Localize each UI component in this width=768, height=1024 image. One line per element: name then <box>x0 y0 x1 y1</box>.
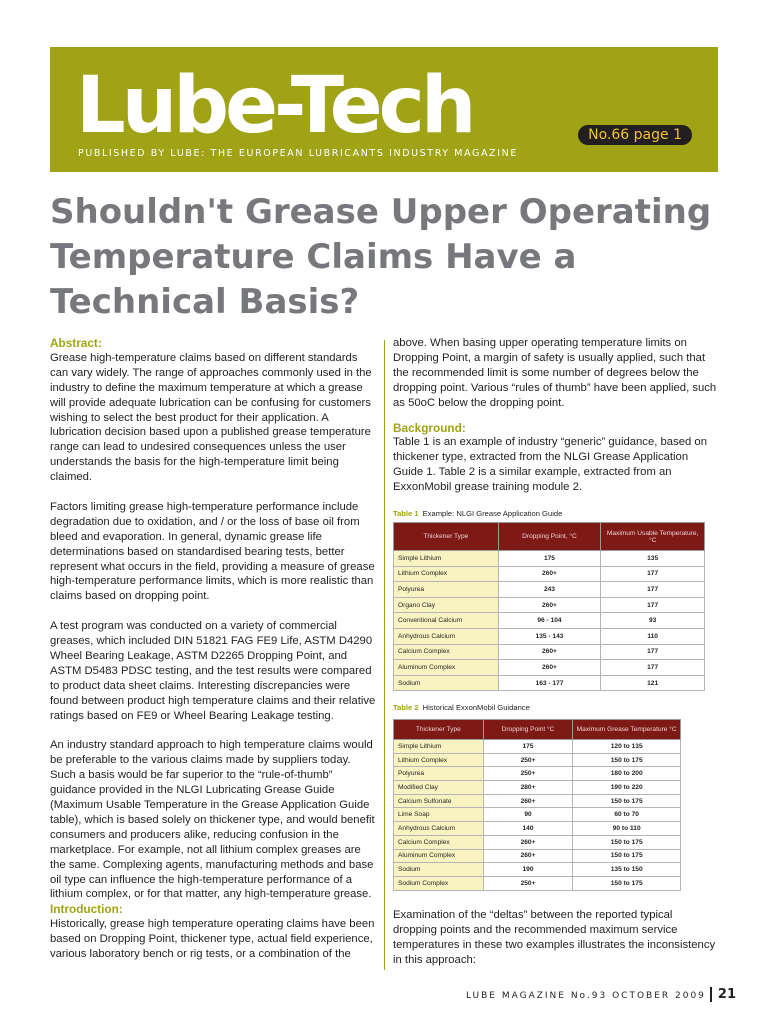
max-temperature-cell: 180 to 200 <box>573 767 681 781</box>
max-temperature-cell: 135 to 150 <box>573 863 681 877</box>
abstract-paragraph-3: A test program was conducted on a variety of commercial greases, which included DIN 51821 FAG FE9 Life, ASTM D4290 Wheel Bearing Leakage, ASTM D2265 Dropping Point, and ASTM D5483 PDSC testing, and the test results were compared to product data sheet claims. Interesting discrepancies were found between product high temperature claims and their relative ratings based on FE9 or Wheel Bearing Leakage testing. <box>50 620 376 722</box>
dropping-point-cell: 280+ <box>483 781 573 795</box>
max-temperature-cell: 150 to 175 <box>573 794 681 808</box>
column-divider <box>384 340 385 970</box>
table2-caption-text: Historical ExxonMobil Guidance <box>422 703 530 712</box>
table-row <box>394 822 681 836</box>
article-headline: Shouldn't Grease Upper Operating Temperature Claims Have a Technical Basis? <box>50 192 712 322</box>
max-temperature-cell: 60 to 70 <box>573 808 681 822</box>
abstract-paragraph-1: Grease high-temperature claims based on different standards can vary widely. The range of approaches commonly used in the industry to define the maximum temperature at which a grease will provide adequate lubrication can be confusing for customers wishing to select the best product for their application. A lubrication decision based upon a published grease temperature range can lead to undesired consequences unless the user understands the basis for the high-temperature limit being claimed. <box>50 351 372 484</box>
masthead <box>50 47 718 172</box>
table2 <box>393 719 681 891</box>
thickener-type-cell: Anhydrous Calcium <box>394 822 484 836</box>
max-temperature-cell: 93 <box>601 613 705 629</box>
thickener-type-cell: Calcium Complex <box>394 835 484 849</box>
thickener-type-cell: Calcium Sulfonate <box>394 794 484 808</box>
dropping-point-cell: 260+ <box>498 597 601 613</box>
dropping-point-cell: 90 <box>483 808 573 822</box>
table-row <box>394 551 705 567</box>
background-heading: Background: <box>393 420 466 435</box>
table2-caption <box>393 703 530 712</box>
thickener-type-cell: Sodium Complex <box>394 876 484 890</box>
background-paragraph: Table 1 is an example of industry “generic” guidance, based on thickener type, extracted from the NLGI Grease Application Guide 1. Table 2 is a similar example, extracted from an ExxonMobil grease training module 2. <box>393 436 707 494</box>
right-paragraph-1: above. When basing upper operating temperature limits on Dropping Point, a margin of safety is usually applied, such that the recommended limit is some number of degrees below the dropping point. Various “rules of thumb” have been applied, such as 50oC below the dropping point. <box>393 337 717 409</box>
table-row <box>394 753 681 767</box>
thickener-type-cell: Modified Clay <box>394 781 484 795</box>
thickener-type-cell: Polyurea <box>394 767 484 781</box>
max-temperature-cell: 177 <box>601 644 705 660</box>
dropping-point-cell: 260+ <box>498 566 601 582</box>
max-temperature-cell: 135 <box>601 551 705 567</box>
thickener-type-cell: Aluminum Complex <box>394 849 484 863</box>
table1-caption-text: Example: NLGI Grease Application Guide <box>422 509 563 518</box>
dropping-point-cell: 140 <box>483 822 573 836</box>
right-paragraph-examination: Examination of the “deltas” between the reported typical dropping points and the recommended maximum service temperatures in these two examples illustrates the inconsistency in this approach: <box>393 909 716 966</box>
table1-header-dropping-point: Dropping Point, °C <box>498 523 601 551</box>
dropping-point-cell: 243 <box>498 582 601 598</box>
max-temperature-cell: 177 <box>601 597 705 613</box>
table2-header-dropping-point: Dropping Point °C <box>483 720 573 740</box>
table-row <box>394 597 705 613</box>
table-row <box>394 863 681 877</box>
table2-header-max-temp: Maximum Grease Temperature °C <box>573 720 681 740</box>
dropping-point-cell: 96 - 104 <box>498 613 601 629</box>
dropping-point-cell: 163 - 177 <box>498 675 601 691</box>
introduction-heading: Introduction: <box>50 902 123 917</box>
right-column <box>393 336 718 495</box>
left-column <box>50 336 376 962</box>
dropping-point-cell: 250+ <box>483 876 573 890</box>
max-temperature-cell: 190 to 220 <box>573 781 681 795</box>
table-row <box>394 582 705 598</box>
table-row <box>394 781 681 795</box>
max-temperature-cell: 120 to 135 <box>573 740 681 754</box>
thickener-type-cell: Lime Soap <box>394 808 484 822</box>
introduction-paragraph: Historically, grease high temperature operating claims have been based on Dropping Point, thickener type, actual field experience, various laboratory bench or rig tests, or a combination of the <box>50 918 375 961</box>
abstract-paragraph-2: Factors limiting grease high-temperature performance include degradation due to oxidation, and / or the loss of base oil from bleed and evaporation. In general, dynamic grease life determinations based on standardised bearing tests, better represent what occurs in the field, providing a measure of grease high-temperature performance limits, which is more realistic than claims based on dropping point. <box>50 500 375 603</box>
max-temperature-cell: 110 <box>601 628 705 644</box>
dropping-point-cell: 260+ <box>483 794 573 808</box>
table1-caption <box>393 509 562 518</box>
thickener-type-cell: Simple Lithium <box>394 551 499 567</box>
thickener-type-cell: Anhydrous Calcium <box>394 628 499 644</box>
issue-badge: No.66 page 1 <box>578 125 692 145</box>
magazine-logo: Lube-Tech <box>76 61 473 151</box>
dropping-point-cell: 250+ <box>483 767 573 781</box>
dropping-point-cell: 250+ <box>483 753 573 767</box>
abstract-paragraph-4: An industry standard approach to high temperature claims would be preferable to the various claims made by suppliers today. Such a basis would be far superior to the “rule-of-thumb” guidance provided in the NLGI Lubricating Grease Guide (Maximum Usable Temperature in the Grease Application Guide table), which is based solely on thickener type, and would benefit consumers and producers alike, reducing confusion in the marketplace. For example, not all lithium complex greases are the same. Complexing agents, manufacturing methods and base oil type can influence the high-temperature performance of a lithium complex, or for that matter, any high-temperature grease. <box>50 739 375 901</box>
dropping-point-cell: 135 - 143 <box>498 628 601 644</box>
table-row <box>394 675 705 691</box>
thickener-type-cell: Calcium Complex <box>394 644 499 660</box>
table-row <box>394 740 681 754</box>
table2-label: Table 2 <box>393 703 419 712</box>
table-row <box>394 613 705 629</box>
table2-header-thickener: Thickener Type <box>394 720 484 740</box>
table-row <box>394 876 681 890</box>
max-temperature-cell: 150 to 175 <box>573 876 681 890</box>
max-temperature-cell: 177 <box>601 582 705 598</box>
thickener-type-cell: Conventional Calcium <box>394 613 499 629</box>
max-temperature-cell: 90 to 110 <box>573 822 681 836</box>
table1 <box>393 522 705 691</box>
dropping-point-cell: 260+ <box>483 835 573 849</box>
max-temperature-cell: 177 <box>601 660 705 676</box>
table-row <box>394 849 681 863</box>
dropping-point-cell: 175 <box>483 740 573 754</box>
thickener-type-cell: Polyurea <box>394 582 499 598</box>
table-row <box>394 808 681 822</box>
max-temperature-cell: 150 to 175 <box>573 835 681 849</box>
max-temperature-cell: 150 to 175 <box>573 753 681 767</box>
page-number: 21 <box>710 987 736 1002</box>
table-row <box>394 660 705 676</box>
table-row <box>394 628 705 644</box>
footer-magazine-issue: LUBE MAGAZINE No.93 OCTOBER 2009 <box>465 991 706 1001</box>
table1-header-max-temp: Maximum Usable Temperature, °C <box>601 523 705 551</box>
page-footer <box>466 987 736 1002</box>
dropping-point-cell: 260+ <box>498 660 601 676</box>
table-row <box>394 794 681 808</box>
abstract-heading: Abstract: <box>50 336 102 350</box>
thickener-type-cell: Simple Lithium <box>394 740 484 754</box>
dropping-point-cell: 190 <box>483 863 573 877</box>
table-row <box>394 566 705 582</box>
thickener-type-cell: Sodium <box>394 675 499 691</box>
table-row <box>394 644 705 660</box>
max-temperature-cell: 121 <box>601 675 705 691</box>
table-row <box>394 767 681 781</box>
table1-header-thickener: Thickener Type <box>394 523 499 551</box>
table-row <box>394 835 681 849</box>
thickener-type-cell: Organo Clay <box>394 597 499 613</box>
masthead-tagline: PUBLISHED BY LUBE: THE EUROPEAN LUBRICANTS INDUSTRY MAGAZINE <box>78 148 518 159</box>
dropping-point-cell: 175 <box>498 551 601 567</box>
max-temperature-cell: 150 to 175 <box>573 849 681 863</box>
dropping-point-cell: 260+ <box>483 849 573 863</box>
dropping-point-cell: 260+ <box>498 644 601 660</box>
thickener-type-cell: Sodium <box>394 863 484 877</box>
table1-label: Table 1 <box>393 509 419 518</box>
thickener-type-cell: Lithium Complex <box>394 753 484 767</box>
max-temperature-cell: 177 <box>601 566 705 582</box>
thickener-type-cell: Lithium Complex <box>394 566 499 582</box>
thickener-type-cell: Aluminum Complex <box>394 660 499 676</box>
